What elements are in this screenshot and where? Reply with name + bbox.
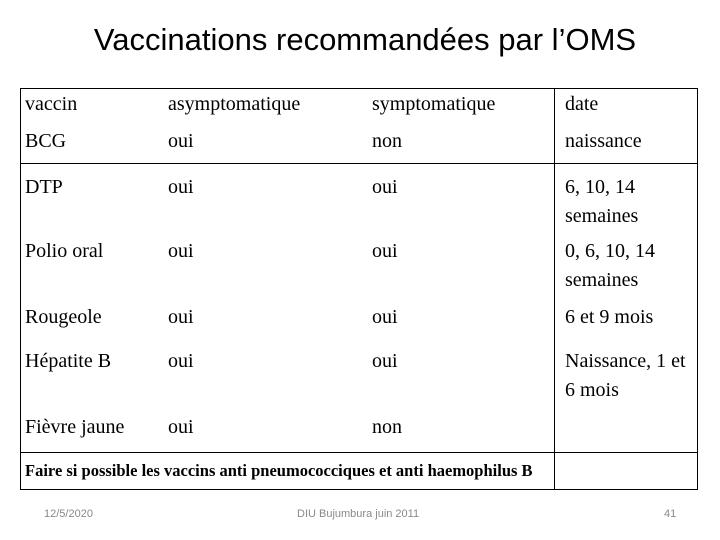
table-cell: 0, 6, 10, 14 semaines bbox=[565, 240, 655, 291]
table-cell: BCG bbox=[25, 130, 67, 152]
table-cell: non bbox=[372, 130, 402, 152]
header-cell: asymptomatique bbox=[168, 93, 301, 115]
table-cell: DTP bbox=[25, 176, 63, 198]
footer-date: 12/5/2020 bbox=[44, 508, 93, 520]
table-cell: Naissance, 1 et 6 mois bbox=[565, 350, 686, 401]
table-cell: oui bbox=[168, 416, 194, 438]
table-row-divider bbox=[20, 163, 698, 164]
table-cell: Fièvre jaune bbox=[25, 416, 125, 438]
table-border-bottom bbox=[20, 489, 698, 490]
table-border-left bbox=[20, 88, 21, 490]
table-cell: oui bbox=[372, 306, 398, 328]
table-border-right bbox=[697, 88, 698, 490]
page-number: 41 bbox=[664, 508, 677, 520]
footer-center-text: DIU Bujumbura juin 2011 bbox=[297, 508, 420, 520]
table-cell: 6, 10, 14 semaines bbox=[565, 176, 639, 227]
table-cell: Hépatite B bbox=[25, 350, 112, 372]
header-cell: symptomatique bbox=[372, 93, 496, 115]
page-title: Vaccinations recommandées par l’OMS bbox=[93, 22, 637, 57]
header-cell: date bbox=[565, 93, 599, 115]
recommendation-note: Faire si possible les vaccins anti pneumococciques et anti haemophilus B bbox=[25, 461, 533, 480]
table-cell: oui bbox=[168, 240, 194, 262]
table-cell: oui bbox=[372, 350, 398, 372]
table-column-divider bbox=[554, 88, 555, 490]
table-row-divider bbox=[20, 452, 698, 453]
table-cell: naissance bbox=[565, 130, 642, 152]
table-cell: non bbox=[372, 416, 402, 438]
table-cell: oui bbox=[168, 350, 194, 372]
table-cell: Rougeole bbox=[25, 306, 102, 328]
table-cell: oui bbox=[168, 306, 194, 328]
table-cell: Polio oral bbox=[25, 240, 104, 262]
table-cell: 6 et 9 mois bbox=[565, 306, 654, 328]
vaccination-table bbox=[20, 88, 698, 490]
table-cell: oui bbox=[168, 176, 194, 198]
table-border-top bbox=[20, 88, 698, 89]
table-cell: oui bbox=[372, 240, 398, 262]
table-cell: oui bbox=[168, 130, 194, 152]
table-cell: oui bbox=[372, 176, 398, 198]
header-cell: vaccin bbox=[25, 93, 78, 115]
